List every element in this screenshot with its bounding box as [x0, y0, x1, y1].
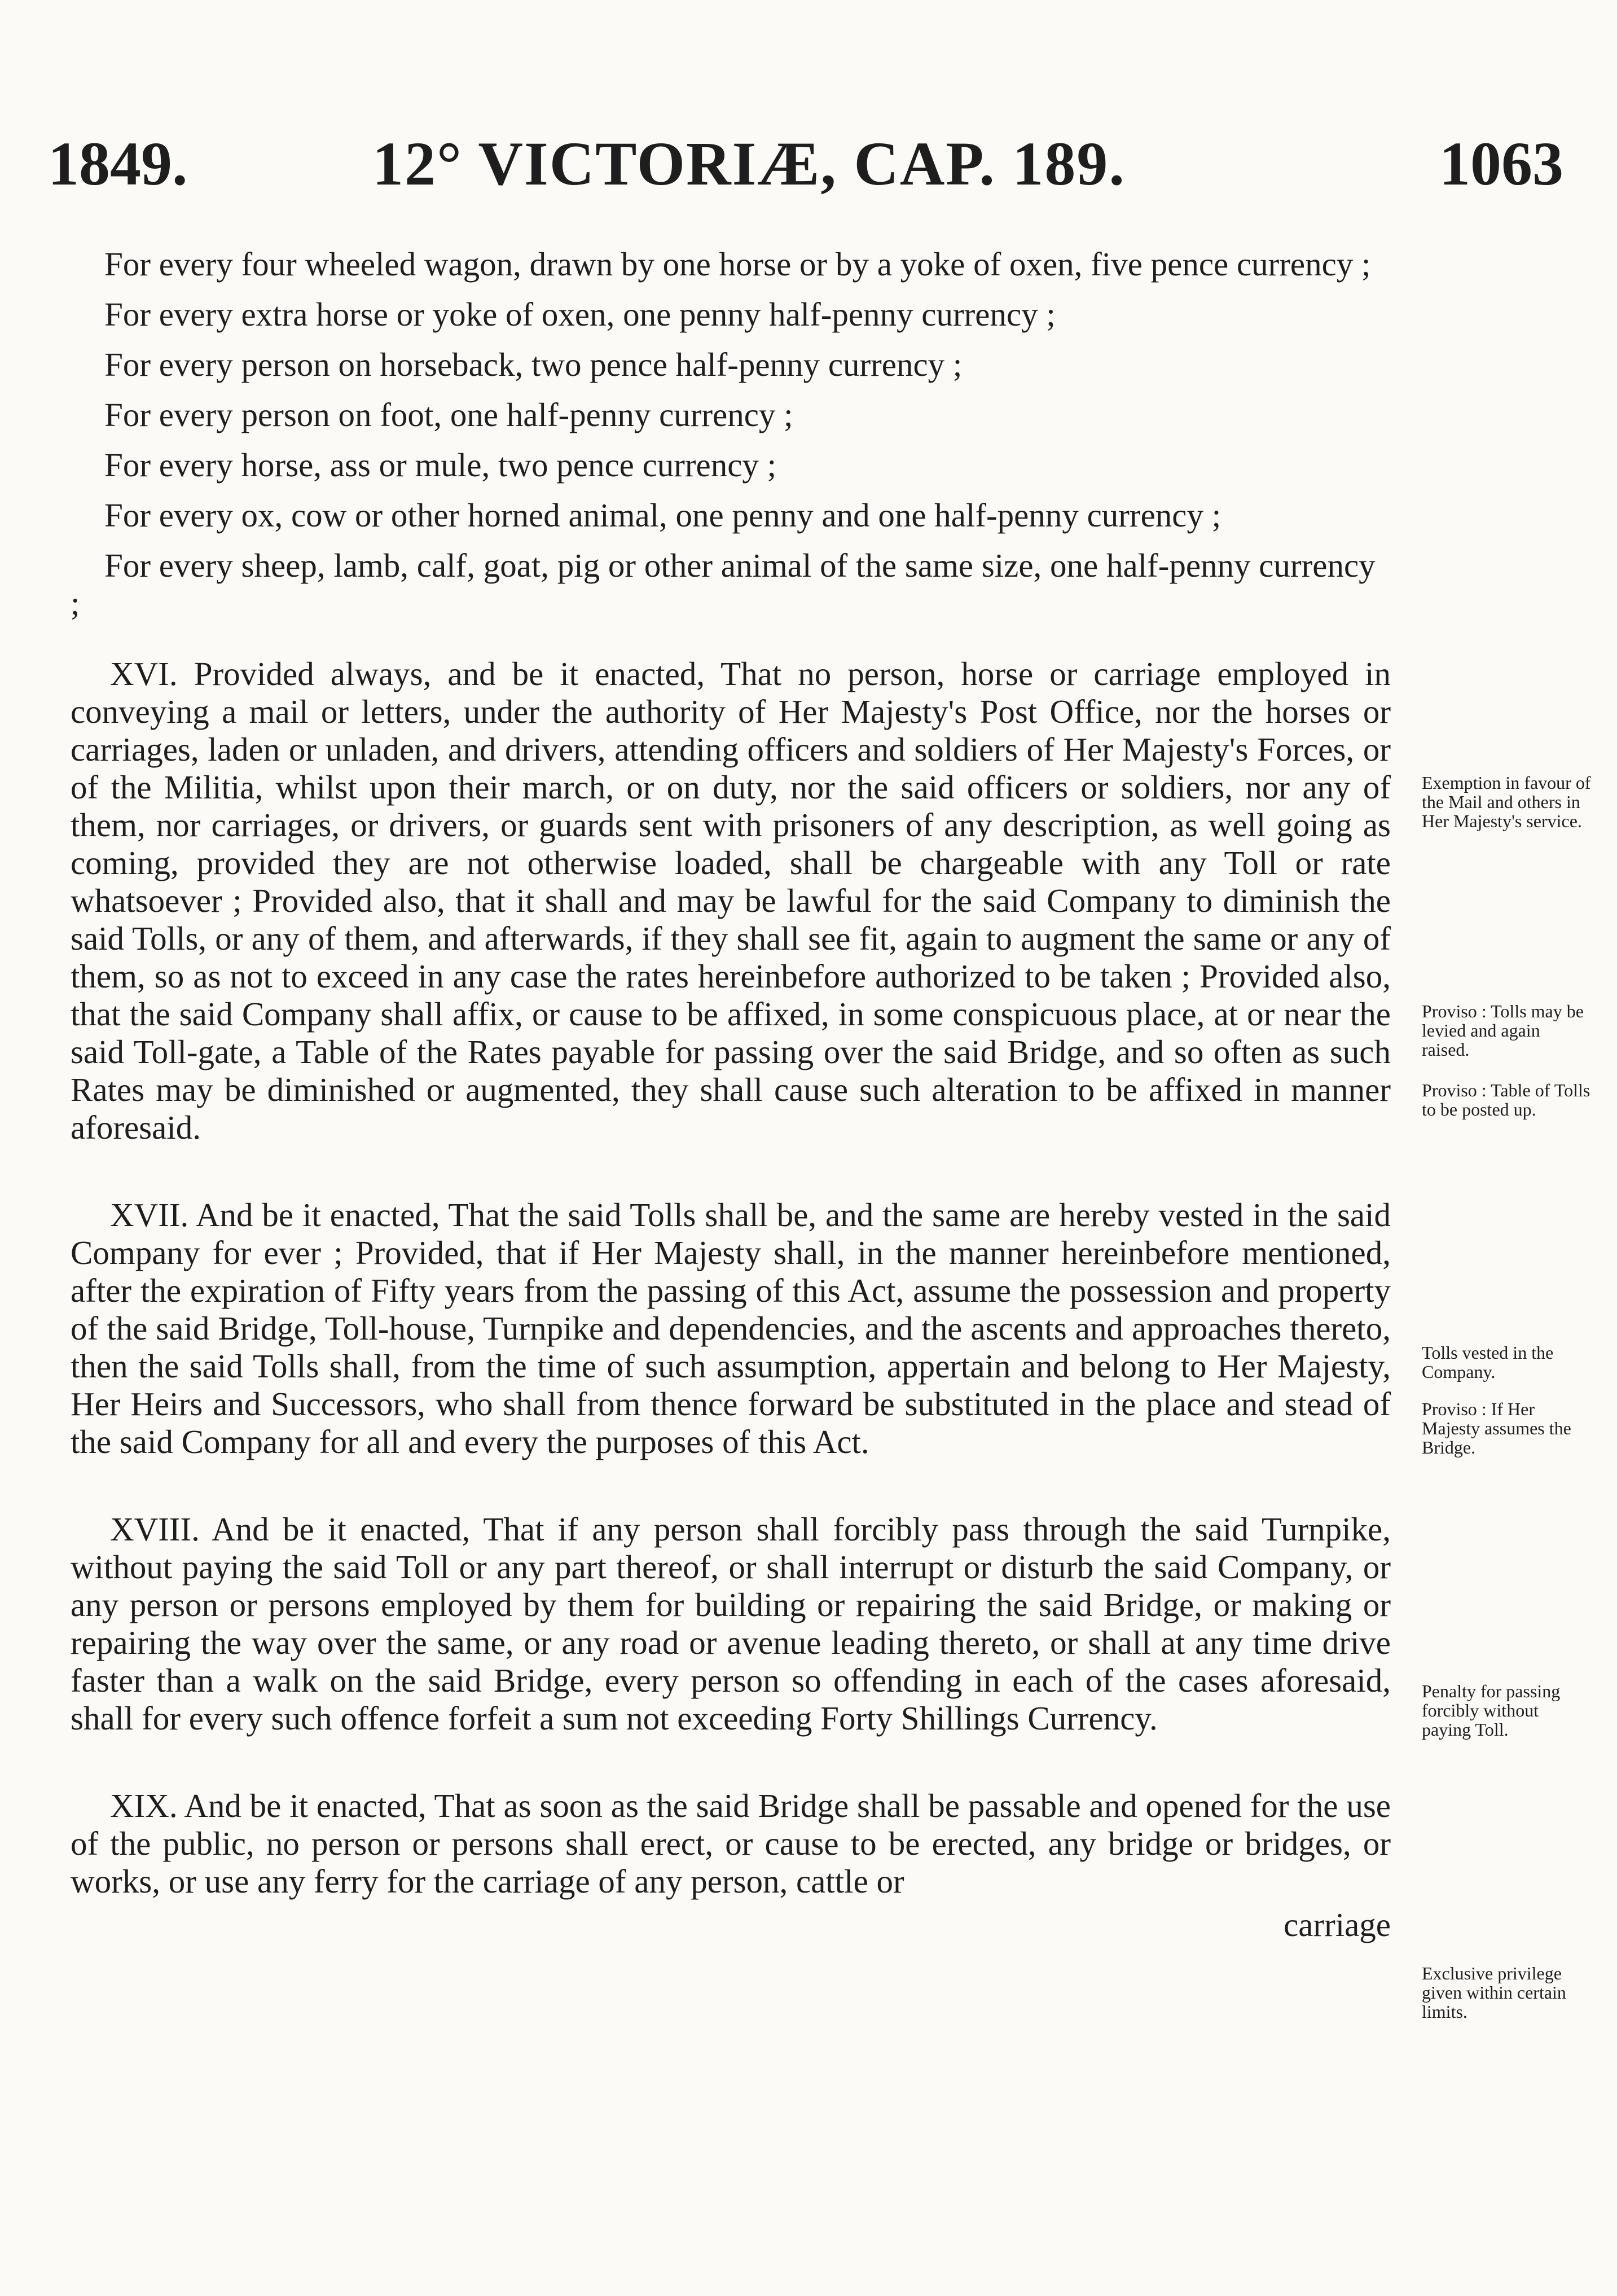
- toll-item: For every horse, ass or mule, two pence currency ;: [104, 446, 777, 484]
- section-number: XVIII.: [110, 1511, 200, 1548]
- section-text: And be it enacted, That if any person shall forcibly pass through the said Turnpike, without paying the said Toll or any part thereof, or shall interrupt or disturb the said Company, or any person or persons employed by them for building or repairing the said Bridge, or making or repairing the way over the same, or any road or avenue leading thereto, or shall at any time drive faster than a walk on the said Bridge, every person so offending in each of the cases aforesaid, shall for every such offence forfeit a sum not exceeding Forty Shillings Currency.: [71, 1511, 1391, 1737]
- section-xvi: [71, 655, 1391, 1147]
- toll-item: For every ox, cow or other horned animal, one penny and one half-penny currency ;: [104, 497, 1221, 534]
- page-header: [0, 127, 1617, 200]
- toll-item: For every sheep, lamb, calf, goat, pig or other animal of the same size, one half-penny currency ;: [71, 547, 1376, 622]
- section-text: And be it enacted, That the said Tolls shall be, and the same are hereby vested in the said Company for ever ; Provided, that if Her Majesty shall, in the manner hereinbefore mentioned, after the expiration of Fifty years from the passing of this Act, assume the possession and property of the said Bridge, Toll-house, Turnpike and dependencies, and the ascents and approaches thereto, then the said Tolls shall, from the time of such assumption, appertain and belong to Her Majesty, Her Heirs and Successors, who shall from thence forward be substituted in the place and stead of the said Company for all and every the purposes of this Act.: [71, 1196, 1391, 1460]
- margin-note: Exemption in favour of the Mail and others in Her Majesty's service.: [1422, 772, 1591, 831]
- section-number: XVI.: [110, 655, 178, 692]
- section-text: And be it enacted, That as soon as the said Bridge shall be passable and opened for the use of the public, no person or persons shall erect, or cause to be erected, any bridge or bridges, or works, or use any ferry for the carriage of any person, cattle or: [71, 1787, 1391, 1900]
- toll-item: For every person on foot, one half-penny currency ;: [104, 396, 793, 433]
- page-number: 1063: [1439, 129, 1563, 198]
- section-number: XIX.: [110, 1787, 178, 1824]
- toll-item: For every four wheeled wagon, drawn by one horse or by a yoke of oxen, five pence currency ;: [104, 245, 1371, 283]
- catchword: carriage: [1284, 1906, 1391, 1943]
- margin-note: Proviso : Tolls may be levied and again raised.: [1422, 1001, 1584, 1060]
- section-xvii: [71, 1196, 1391, 1461]
- toll-item: For every person on horseback, two pence half-penny currency ;: [104, 346, 963, 383]
- margin-note: Tolls vested in the Company.: [1422, 1342, 1554, 1382]
- margin-note: Penalty for passing forcibly without paying Toll.: [1422, 1681, 1561, 1740]
- toll-item: For every extra horse or yoke of oxen, one penny half-penny currency ;: [104, 296, 1056, 333]
- header-title: 12° VICTORIÆ, CAP. 189.: [372, 129, 1126, 198]
- toll-schedule: [71, 245, 1391, 622]
- section-xix: [71, 1787, 1391, 1900]
- section-xviii: [71, 1511, 1391, 1737]
- page-body: [71, 245, 1391, 1944]
- header-year: 1849.: [48, 129, 188, 198]
- section-text: Provided always, and be it enacted, That no person, horse or carriage employed in conveying a mail or letters, under the authority of Her Majesty's Post Office, nor the horses or carriages, laden or unladen, and drivers, attending officers and soldiers of Her Majesty's Forces, or of the Militia, whilst upon their march, or on duty, nor the said officers or soldiers, nor any of them, nor carriages, or drivers, or guards sent with prisoners of any description, as well going as coming, provided they are not otherwise loaded, shall be chargeable with any Toll or rate whatsoever ; Provided also, that it shall and may be lawful for the said Company to diminish the said Tolls, or any of them, and afterwards, if they shall see fit, again to augment the same or any of them, so as not to exceed in any case the rates hereinbefore authorized to be taken ; Provided also, that the said Company shall affix, or cause to be affixed, in some conspicuous place, at or near the said Toll-gate, a Table of the Rates payable for passing over the said Bridge, and so often as such Rates may be diminished or augmented, they shall cause such alteration to be affixed in manner aforesaid.: [71, 655, 1391, 1146]
- margin-note: Exclusive privilege given within certain limits.: [1422, 1963, 1566, 2022]
- margin-note: Proviso : If Her Majesty assumes the Bridge.: [1422, 1399, 1571, 1458]
- margin-note: Proviso : Table of Tolls to be posted up.: [1422, 1080, 1590, 1120]
- section-number: XVII.: [110, 1196, 189, 1233]
